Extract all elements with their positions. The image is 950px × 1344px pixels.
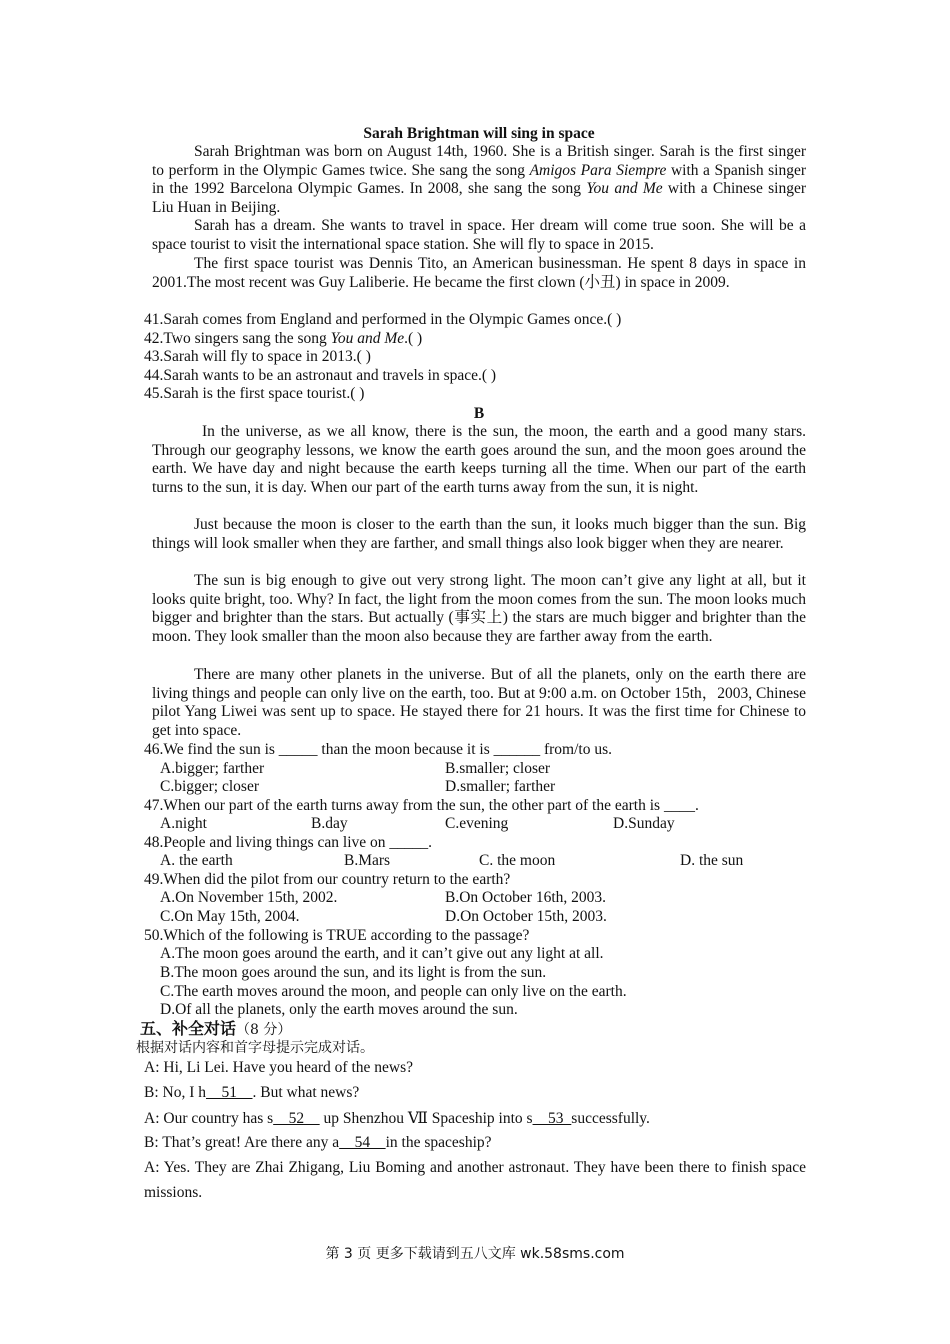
question-47-option-b: B.day (311, 815, 348, 832)
question-50-option-a: A.The moon goes around the earth, and it can’t give out any light at all. (160, 945, 604, 962)
question-50-option-b: B.The moon goes around the sun, and its light is from the sun. (160, 964, 547, 981)
question-47-option-a: A.night (160, 815, 207, 832)
question-47: 47.When our part of the earth turns away from the sun, the other part of the earth is ____. (144, 797, 699, 814)
question-42: 42.Two singers sang the song You and Me.( ) (144, 330, 423, 347)
passage-b-paragraph-3: The sun is big enough to give out very strong light. The moon can’t give any light at all, but it looks quite bright, too. Why? In fact, the light from the moon comes from the sun. The moon looks much bigger and brighter than the stars. But actually (事实上) the stars are much bigger and brighter than the moon. They look smaller than the moon also because they are farther away from the earth. (152, 572, 806, 646)
question-49-option-b: B.On October 16th, 2003. (445, 889, 607, 906)
question-50-option-d: D.Of all the planets, only the earth moves around the sun. (160, 1001, 518, 1018)
page-footer: 第 3 页 更多下载请到五八文库 wk.58sms.com (325, 1246, 625, 1262)
blank-52[interactable]: 52 (273, 1110, 320, 1127)
dialogue-line-2: B: No, I h 51 . But what news? (144, 1084, 360, 1101)
question-49-option-a: A.On November 15th, 2002. (160, 889, 338, 906)
question-49-option-d: D.On October 15th, 2003. (445, 908, 607, 925)
dialogue-line-4: B: That’s great! Are there any a 54 in the spaceship? (144, 1134, 492, 1151)
question-50: 50.Which of the following is TRUE according to the passage? (144, 927, 530, 944)
question-44: 44.Sarah wants to be an astronaut and travels in space.( ) (144, 367, 497, 384)
question-46-option-b: B.smaller; closer (445, 760, 551, 777)
section-5-instruction: 根据对话内容和首字母提示完成对话。 (136, 1040, 374, 1056)
question-49-option-c: C.On May 15th, 2004. (160, 908, 300, 925)
question-43: 43.Sarah will fly to space in 2013.( ) (144, 348, 371, 365)
dialogue-line-5: A: Yes. They are Zhai Zhigang, Liu Boming and another astronaut. They have been there to finish space missions. (144, 1159, 806, 1201)
question-48-option-a: A. the earth (160, 852, 233, 869)
passage-b-paragraph-4: There are many other planets in the universe. But of all the planets, only on the earth there are living things and people can only live on the earth, too. But at 9:00 a.m. on October 15th，2003, Chinese pilot Yang Liwei was sent up to space. He stayed there for 21 hours. It was the first time for Chinese to get into space. (152, 666, 806, 740)
question-45: 45.Sarah is the first space tourist.( ) (144, 385, 365, 402)
passage-a-paragraph-1: Sarah Brightman was born on August 14th, 1960. She is a British singer. Sarah is the first singer to perform in the Olympic Games twice. She sang the song Amigos Para Siempre with a Spanish singer in the 1992 Barcelona Olympic Games. In 2008, she sang the song You and Me with a Chinese singer Liu Huan in Beijing. (152, 143, 806, 217)
section-5-points: （8 分） (236, 1022, 292, 1038)
question-41: 41.Sarah comes from England and performed in the Olympic Games once.( ) (144, 311, 622, 328)
question-48: 48.People and living things can live on _____. (144, 834, 433, 851)
passage-b-paragraph-2: Just because the moon is closer to the earth than the sun, it looks much bigger than the sun. Big things will look smaller when they are farther, and small things also look bigger when they are nearer. (152, 516, 806, 552)
question-47-option-c: C.evening (445, 815, 509, 832)
passage-a-paragraph-2: Sarah has a dream. She wants to travel in space. Her dream will come true soon. She will be a space tourist to visit the international space station. She will fly to space in 2015. (152, 217, 806, 253)
question-46: 46.We find the sun is _____ than the moon because it is ______ from/to us. (144, 741, 612, 758)
question-48-option-c: C. the moon (479, 852, 556, 869)
blank-53[interactable]: 53 (532, 1110, 572, 1127)
question-48-option-d: D. the sun (680, 852, 744, 869)
question-46-option-d: D.smaller; farther (445, 778, 556, 795)
blank-51[interactable]: 51 (206, 1084, 253, 1101)
question-50-option-c: C.The earth moves around the moon, and people can only live on the earth. (160, 983, 627, 1000)
passage-b-heading: B (473, 405, 485, 422)
question-46-option-c: C.bigger; closer (160, 778, 260, 795)
dialogue-line-3: A: Our country has s 52 up Shenzhou Ⅶ Spaceship into s 53 successfully. (144, 1110, 650, 1127)
blank-54[interactable]: 54 (339, 1134, 386, 1151)
passage-b-paragraph-1: In the universe, as we all know, there is the sun, the moon, the earth and a good many stars. Through our geography lessons, we know the earth goes around the sun, and the moon goes around the earth. We have day and night because the earth keeps turning all the time. When our part of the earth turns to the sun, it is day. When our part of the earth turns away from the sun, it is night. (152, 423, 806, 497)
question-47-option-d: D.Sunday (613, 815, 675, 832)
passage-a-title: Sarah Brightman will sing in space (363, 125, 595, 142)
question-49: 49.When did the pilot from our country return to the earth? (144, 871, 511, 888)
question-48-option-b: B.Mars (344, 852, 391, 869)
question-46-option-a: A.bigger; farther (160, 760, 265, 777)
passage-a-paragraph-3: The first space tourist was Dennis Tito, an American businessman. He spent 8 days in space in 2001.The most recent was Guy Laliberie. He became the first clown (小丑) in space in 2009. (152, 255, 806, 291)
section-5-heading: 五、补全对话（8 分） (140, 1019, 292, 1038)
dialogue-line-1: A: Hi, Li Lei. Have you heard of the news? (144, 1059, 414, 1076)
